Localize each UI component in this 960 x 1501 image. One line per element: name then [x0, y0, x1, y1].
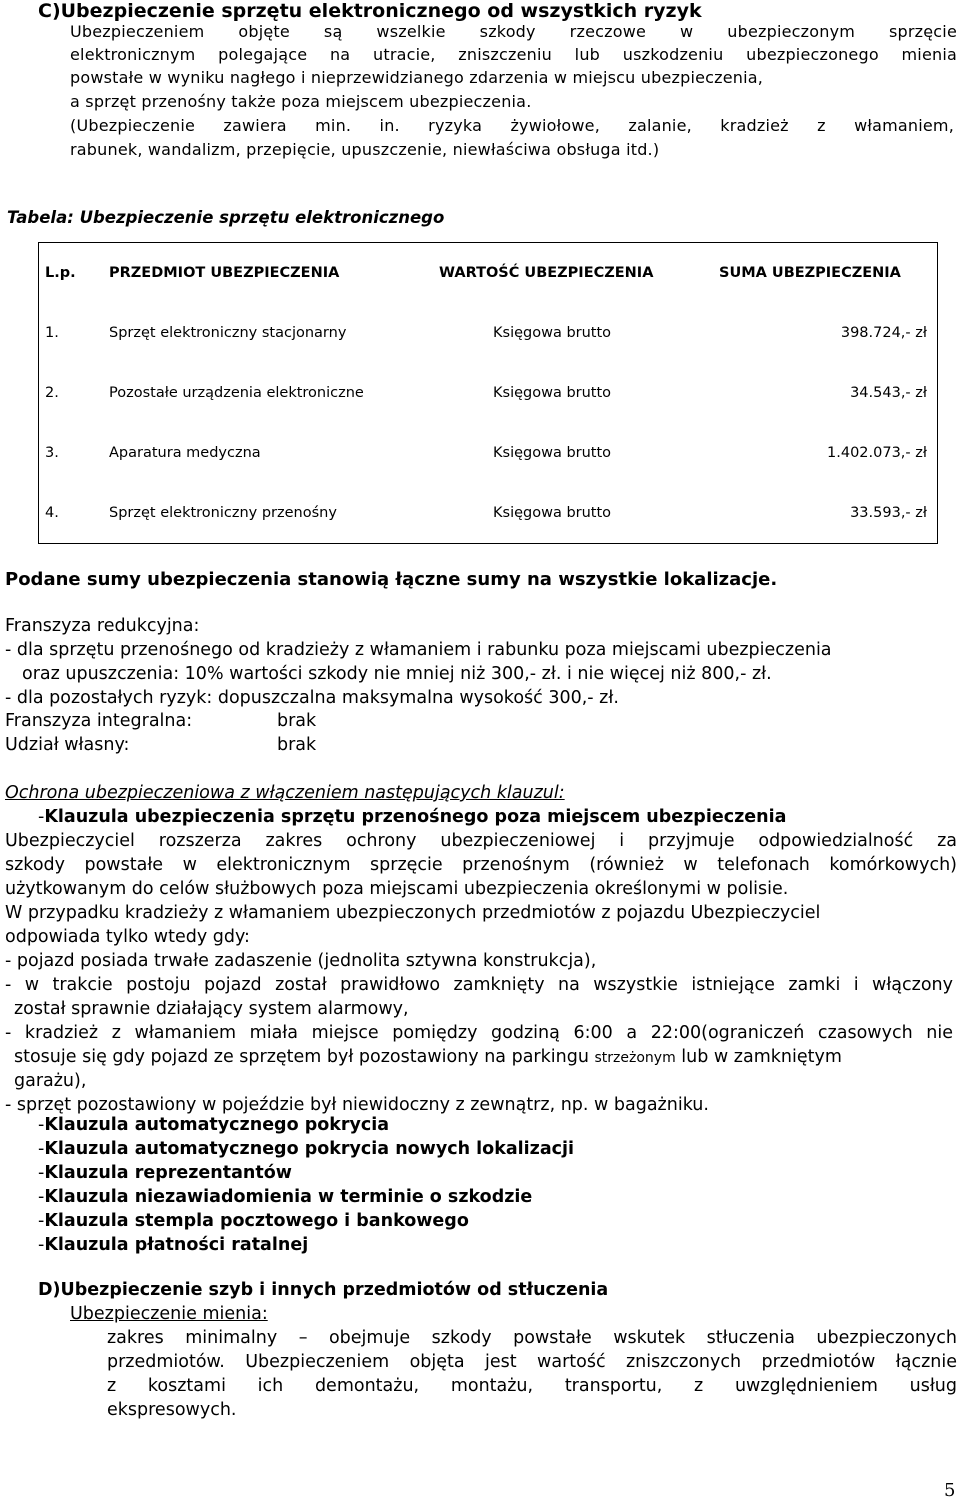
franchise-reduction-label: Franszyza redukcyjna:: [5, 616, 200, 636]
row-value-type: Księgowa brutto: [493, 505, 612, 521]
portable-clause-title: Klauzula ubezpieczenia sprzętu przenośnego poza miejscem ubezpieczenia: [44, 807, 787, 827]
clause-item: -Klauzula reprezentantów: [38, 1163, 292, 1183]
portable-line-8: został sprawnie działający system alarmowy,: [14, 999, 409, 1019]
row-number: 4.: [45, 505, 59, 521]
clause-item: -Klauzula automatycznego pokrycia: [38, 1115, 390, 1135]
portable-line-3: użytkowanym do celów służbowych poza miejscami ubezpieczenia określonymi w polisie.: [5, 879, 789, 899]
table-header-row: [39, 243, 938, 304]
portable-line-12: - sprzęt pozostawiony w pojeździe był niewidoczny z zewnątrz, np. w bagażniku.: [5, 1095, 709, 1115]
clause-item: -Klauzula płatności ratalnej: [38, 1235, 309, 1255]
clause-item-title: Klauzula automatycznego pokrycia nowych lokalizacji: [44, 1139, 575, 1159]
table-caption: Tabela: Ubezpieczenie sprzętu elektronicznego: [7, 208, 445, 227]
table-row: [39, 303, 938, 363]
portable-line-9: - kradzież z włamaniem miała miejsce pomiędzy godziną 6:00 a 22:00(ograniczeń czasowych nie: [5, 1023, 953, 1043]
portable-line-1: Ubezpieczyciel rozszerza zakres ochrony ubezpieczeniowej i przyjmuje odpowiedzialność za: [5, 831, 957, 851]
section-c-line-3: powstałe w wyniku nagłego i nieprzewidzianego zdarzenia w miejscu ubezpieczenia,: [70, 68, 764, 87]
portable-clause: -Klauzula ubezpieczenia sprzętu przenośnego poza miejscem ubezpieczenia: [38, 807, 787, 827]
clause-item-title: Klauzula stempla pocztowego i bankowego: [44, 1211, 469, 1231]
row-subject: Pozostałe urządzenia elektroniczne: [109, 385, 364, 401]
portable-line-11: garażu),: [14, 1071, 87, 1091]
portable-line-10-b: lub w zamkniętym: [681, 1047, 842, 1067]
section-c-line-6: rabunek, wandalizm, przepięcie, upuszczenie, niewłaściwa obsługa itd.): [70, 140, 660, 159]
row-value-type: Księgowa brutto: [493, 385, 612, 401]
row-number: 2.: [45, 385, 59, 401]
row-value-type: Księgowa brutto: [493, 325, 612, 341]
table-row: [39, 363, 938, 423]
franchise-line-1: - dla sprzętu przenośnego od kradzieży z włamaniem i rabunku poza miejscami ubezpieczenia: [5, 640, 832, 660]
clause-item-title: Klauzula reprezentantów: [44, 1163, 292, 1183]
portable-line-10-a: stosuje się gdy pojazd ze sprzętem był pozostawiony na parkingu: [14, 1047, 589, 1067]
portable-line-10-guarded: strzeżonym: [594, 1050, 676, 1066]
franchise-integral-label: Franszyza integralna:: [5, 711, 193, 731]
clause-item: -Klauzula niezawiadomienia w terminie o szkodzie: [38, 1187, 533, 1207]
summary-note: Podane sumy ubezpieczenia stanowią łączne sumy na wszystkie lokalizacje.: [5, 569, 778, 590]
section-d-line-4: ekspresowych.: [107, 1400, 237, 1420]
franchise-line-3: - dla pozostałych ryzyk: dopuszczalna maksymalna wysokość 300,- zł.: [5, 688, 619, 708]
row-sum: 34.543,- zł: [850, 385, 927, 401]
section-d-line-2: przedmiotów. Ubezpieczeniem objęta jest wartość zniszczonych przedmiotów łącznie: [107, 1352, 957, 1372]
header-lp: L.p.: [45, 265, 76, 281]
insurance-table: [38, 242, 938, 544]
clauses-heading: Ochrona ubezpieczeniowa z włączeniem następujących klauzul:: [5, 783, 565, 803]
clause-item-title: Klauzula płatności ratalnej: [44, 1235, 309, 1255]
franchise-integral-value: brak: [277, 711, 317, 731]
row-sum: 398.724,- zł: [840, 325, 927, 341]
row-subject: Sprzęt elektroniczny przenośny: [109, 505, 337, 521]
franchise-line-2: oraz upuszczenia: 10% wartości szkody nie mniej niż 300,- zł. i nie więcej niż 800,- zł.: [22, 664, 772, 684]
own-share-value: brak: [277, 735, 317, 755]
section-c-line-1: Ubezpieczeniem objęte są wszelkie szkody rzeczowe w ubezpieczonym sprzęcie: [70, 22, 957, 41]
row-sum: 1.402.073,- zł: [827, 445, 927, 461]
portable-line-4: W przypadku kradzieży z włamaniem ubezpieczonych przedmiotów z pojazdu Ubezpieczyciel: [5, 903, 821, 923]
table-row: [39, 483, 938, 544]
portable-line-7: - w trakcie postoju pojazd został prawidłowo zamknięty na wszystkie istniejące zamki i włączony: [5, 975, 953, 995]
clause-item: -Klauzula stempla pocztowego i bankowego: [38, 1211, 469, 1231]
section-d-subheading: Ubezpieczenie mienia:: [70, 1304, 268, 1324]
row-subject: Aparatura medyczna: [109, 445, 261, 461]
row-number: 1.: [45, 325, 59, 341]
row-value-type: Księgowa brutto: [493, 445, 612, 461]
section-d-line-3: z kosztami ich demontażu, montażu, transportu, z uwzględnieniem usług: [107, 1376, 957, 1396]
header-sum: SUMA UBEZPIECZENIA: [719, 265, 901, 281]
table-row: [39, 423, 938, 483]
clause-item-title: Klauzula niezawiadomienia w terminie o szkodzie: [44, 1187, 533, 1207]
section-c-line-5: (Ubezpieczenie zawiera min. in. ryzyka żywiołowe, zalanie, kradzież z włamaniem,: [70, 116, 954, 135]
section-c-line-4: a sprzęt przenośny także poza miejscem ubezpieczenia.: [70, 92, 532, 111]
header-value: WARTOŚĆ UBEZPIECZENIA: [439, 265, 654, 281]
portable-line-6: - pojazd posiada trwałe zadaszenie (jednolita sztywna konstrukcja),: [5, 951, 597, 971]
row-number: 3.: [45, 445, 59, 461]
page-number: 5: [944, 1480, 956, 1501]
portable-line-2: szkody powstałe w elektronicznym sprzęcie przenośnym (również w telefonach komórkowych): [5, 855, 957, 875]
section-d-heading: D)Ubezpieczenie szyb i innych przedmiotów od stłuczenia: [38, 1280, 609, 1300]
section-c-heading: C)Ubezpieczenie sprzętu elektronicznego od wszystkich ryzyk: [38, 0, 702, 22]
portable-line-10: [14, 1047, 842, 1067]
section-c-line-2: elektronicznym polegające na utracie, zniszczeniu lub uszkodzeniu ubezpieczonego mienia: [70, 45, 957, 64]
row-sum: 33.593,- zł: [850, 505, 927, 521]
portable-line-5: odpowiada tylko wtedy gdy:: [5, 927, 250, 947]
header-subject: PRZEDMIOT UBEZPIECZENIA: [109, 265, 340, 281]
section-d-line-1: zakres minimalny – obejmuje szkody powstałe wskutek stłuczenia ubezpieczonych: [107, 1328, 957, 1348]
own-share-label: Udział własny:: [5, 735, 130, 755]
clause-item-title: Klauzula automatycznego pokrycia: [44, 1115, 390, 1135]
clause-item: -Klauzula automatycznego pokrycia nowych lokalizacji: [38, 1139, 575, 1159]
row-subject: Sprzęt elektroniczny stacjonarny: [109, 325, 347, 341]
